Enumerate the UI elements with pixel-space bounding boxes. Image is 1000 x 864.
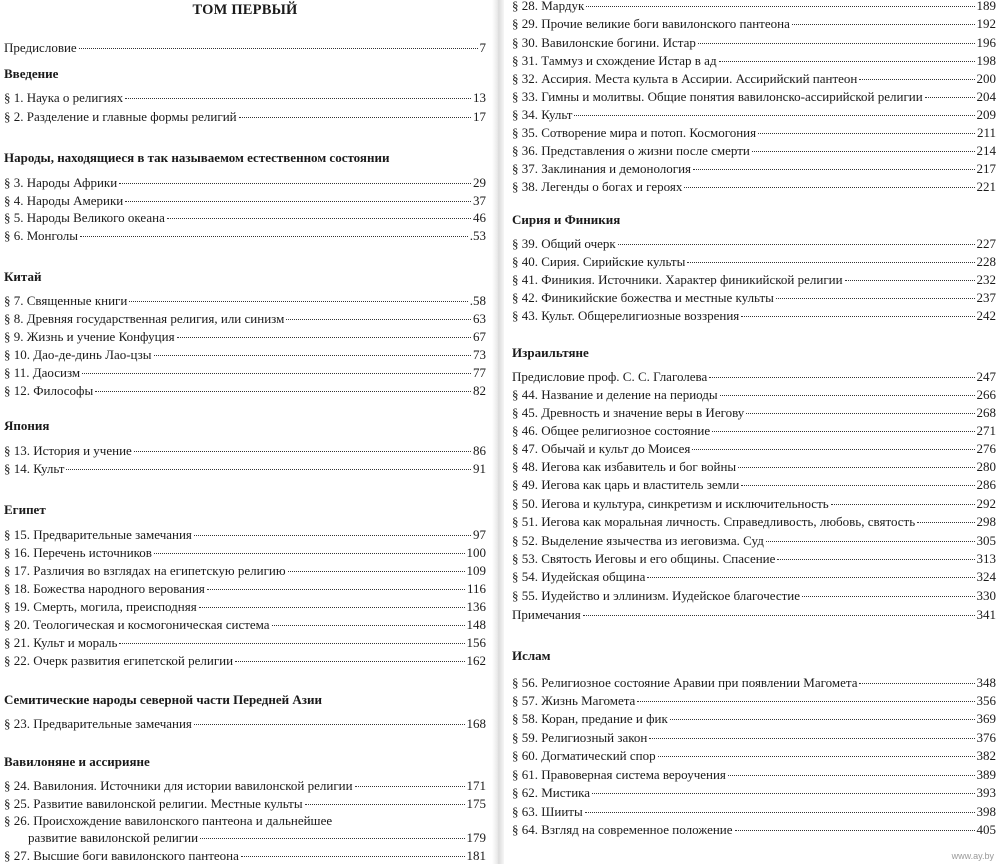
entry-title: § 36. Представления о жизни после смерти	[512, 143, 750, 158]
entry-title: § 52. Выделение язычества из иеговизма. Суд	[512, 533, 764, 548]
page-number: 189	[976, 0, 996, 13]
entry-title: § 38. Легенды о богах и героях	[512, 179, 683, 194]
toc-entry	[512, 179, 996, 195]
section-heading: Ислам	[512, 648, 551, 663]
page-number: 181	[466, 848, 486, 863]
page-number: 398	[976, 804, 996, 819]
dot-leader	[119, 183, 471, 184]
dot-leader	[637, 701, 974, 702]
page-number: 237	[976, 290, 996, 305]
dot-leader	[239, 117, 471, 118]
toc-entry	[512, 533, 996, 549]
toc-entry	[512, 423, 996, 439]
entry-title: § 6. Монголы	[4, 228, 79, 243]
dot-leader	[917, 522, 974, 523]
page-number: 369	[976, 711, 996, 726]
toc-entry	[4, 653, 486, 669]
dot-leader	[684, 187, 974, 188]
page-number: 204	[976, 89, 996, 104]
toc-entry	[512, 675, 996, 691]
page-number: 228	[976, 254, 996, 269]
toc-entry	[512, 369, 996, 385]
page-number: 305	[976, 533, 996, 548]
page-number: 247	[976, 369, 996, 384]
dot-leader	[125, 201, 471, 202]
entry-title: § 5. Народы Великого океана	[4, 210, 165, 225]
dot-leader	[207, 589, 465, 590]
entry-title: § 61. Правоверная система вероучения	[512, 767, 726, 782]
page-number: 276	[976, 441, 996, 456]
page-number: 232	[976, 272, 996, 287]
dot-leader	[698, 43, 975, 44]
page-number: 91	[473, 461, 486, 476]
dot-leader	[693, 169, 974, 170]
dot-leader	[199, 607, 465, 608]
toc-entry	[512, 254, 996, 270]
page-number: 286	[976, 477, 996, 492]
page-number: 389	[976, 767, 996, 782]
entry-title: § 14. Культ	[4, 461, 65, 476]
entry-title: Предисловие	[4, 40, 77, 55]
dot-leader	[585, 812, 975, 813]
page-number: 148	[466, 617, 486, 632]
dot-leader	[831, 504, 975, 505]
entry-title: § 54. Иудейская община	[512, 569, 646, 584]
dot-leader	[766, 541, 975, 542]
dot-leader	[583, 615, 975, 616]
dot-leader	[859, 683, 974, 684]
toc-entry	[4, 90, 486, 106]
entry-title: § 43. Культ. Общерелигиозные воззрения	[512, 308, 740, 323]
entry-title: § 1. Наука о религиях	[4, 90, 124, 105]
entry-title: § 7. Священные книги	[4, 293, 128, 308]
section-heading: Семитические народы северной части Передней Азии	[4, 692, 322, 707]
toc-entry	[512, 16, 996, 32]
page-number: 341	[976, 607, 996, 622]
entry-title: § 45. Древность и значение веры в Иегову	[512, 405, 745, 420]
dot-leader	[129, 301, 467, 302]
page-number: 196	[976, 35, 996, 50]
toc-entry	[512, 767, 996, 783]
toc-entry	[512, 748, 996, 764]
toc-entry	[512, 236, 996, 252]
toc-entry	[512, 308, 996, 324]
toc-entry	[4, 461, 486, 477]
entry-title: § 53. Святость Иеговы и его общины. Спасение	[512, 551, 776, 566]
entry-title: § 17. Различия во взглядах на египетскую религию	[4, 563, 286, 578]
entry-title: § 28. Мардук	[512, 0, 585, 13]
toc-entry	[512, 405, 996, 421]
entry-title: § 11. Даосизм	[4, 365, 81, 380]
entry-title: Примечания	[512, 607, 581, 622]
dot-leader	[735, 830, 975, 831]
page-number: 46	[473, 210, 486, 225]
toc-entry	[512, 441, 996, 457]
page-number: 268	[976, 405, 996, 420]
page-number: 313	[976, 551, 996, 566]
entry-title: § 24. Вавилония. Источники для истории вавилонской религии	[4, 778, 353, 793]
toc-entry	[512, 785, 996, 801]
entry-title: § 44. Название и деление на периоды	[512, 387, 718, 402]
dot-leader	[288, 571, 465, 572]
entry-title: § 15. Предварительные замечания	[4, 527, 192, 542]
toc-entry	[512, 477, 996, 493]
entry-title: развитие вавилонской религии	[28, 830, 199, 845]
entry-title: Предисловие проф. С. С. Глаголева	[512, 369, 708, 384]
entry-title: § 9. Жизнь и учение Конфуция	[4, 329, 175, 344]
entry-title: § 48. Иегова как избавитель и бог войны	[512, 459, 737, 474]
toc-entry	[512, 107, 996, 123]
section-heading: Япония	[4, 418, 50, 433]
entry-title: § 60. Догматический спор	[512, 748, 656, 763]
entry-title: § 46. Общее религиозное состояние	[512, 423, 711, 438]
entry-title: § 4. Народы Америки	[4, 193, 124, 208]
dot-leader	[66, 469, 471, 470]
page-number: 393	[976, 785, 996, 800]
entry-title: § 42. Финикийские божества и местные культы	[512, 290, 774, 305]
entry-title: § 31. Таммуз и схождение Истар в ад	[512, 53, 717, 68]
toc-entry	[4, 848, 486, 864]
page-number: 109	[466, 563, 486, 578]
toc-entry	[4, 716, 486, 732]
page-number: 200	[976, 71, 996, 86]
page-number: 162	[466, 653, 486, 668]
page-number: 292	[976, 496, 996, 511]
dot-leader	[719, 61, 975, 62]
entry-title: § 23. Предварительные замечания	[4, 716, 192, 731]
toc-entry	[4, 228, 486, 244]
toc-entry	[512, 804, 996, 820]
dot-leader	[777, 559, 974, 560]
dot-leader	[125, 98, 471, 99]
toc-entry	[512, 35, 996, 51]
page-number: 356	[976, 693, 996, 708]
page-number: 17	[473, 109, 486, 124]
dot-leader	[235, 661, 464, 662]
toc-entry	[512, 387, 996, 403]
dot-leader	[728, 775, 975, 776]
page-number: 82	[473, 383, 486, 398]
volume-title: ТОМ ПЕРВЫЙ	[192, 2, 298, 18]
dot-leader	[709, 377, 974, 378]
section-heading: Сирия и Финикия	[512, 212, 621, 227]
dot-leader	[792, 24, 975, 25]
toc-entry	[512, 607, 996, 623]
toc-entry	[4, 293, 486, 309]
page-number: 100	[466, 545, 486, 560]
entry-title: § 59. Религиозный закон	[512, 730, 648, 745]
toc-entry	[4, 311, 486, 327]
dot-leader	[746, 413, 974, 414]
page-number: 217	[976, 161, 996, 176]
page-number: .53	[469, 228, 486, 243]
toc-entry	[512, 551, 996, 567]
dot-leader	[845, 280, 975, 281]
toc-entry	[512, 0, 996, 14]
toc-entry	[4, 635, 486, 651]
page-number: 198	[976, 53, 996, 68]
page-number: 242	[976, 308, 996, 323]
dot-leader	[154, 553, 465, 554]
entry-title: § 57. Жизнь Магомета	[512, 693, 636, 708]
dot-leader	[712, 431, 974, 432]
page-number: 116	[466, 581, 486, 596]
page-number: 227	[976, 236, 996, 251]
toc-entry	[4, 796, 486, 812]
section-heading: Израильтяне	[512, 345, 589, 360]
page-number: 376	[976, 730, 996, 745]
page-number: 209	[976, 107, 996, 122]
page-number: 73	[473, 347, 486, 362]
section-heading: Египет	[4, 502, 46, 517]
toc-entry	[4, 383, 486, 399]
entry-title: § 18. Божества народного верования	[4, 581, 205, 596]
dot-leader	[618, 244, 975, 245]
dot-leader	[802, 596, 974, 597]
dot-leader	[82, 373, 471, 374]
toc-entry-line: § 26. Происхождение вавилонского пантеона и дальнейшее	[4, 813, 333, 828]
toc-entry	[4, 545, 486, 561]
entry-title: § 16. Перечень источников	[4, 545, 152, 560]
dot-leader	[80, 236, 468, 237]
dot-leader	[574, 115, 974, 116]
section-heading: Китай	[4, 269, 42, 284]
entry-title: § 62. Мистика	[512, 785, 591, 800]
toc-entry	[512, 53, 996, 69]
entry-title: § 10. Дао-де-динь Лао-цзы	[4, 347, 152, 362]
entry-title: § 3. Народы Африки	[4, 175, 118, 190]
page-number: 7	[479, 40, 486, 55]
entry-title: § 55. Иудейство и эллинизм. Иудейское благочестие	[512, 588, 801, 603]
dot-leader	[647, 577, 974, 578]
dot-leader	[776, 298, 975, 299]
toc-entry	[4, 581, 486, 597]
page-number: 175	[466, 796, 486, 811]
dot-leader	[649, 738, 974, 739]
page-number: 171	[466, 778, 486, 793]
page-number: 348	[976, 675, 996, 690]
page-number: 324	[976, 569, 996, 584]
toc-entry	[4, 347, 486, 363]
toc-entry	[4, 40, 486, 56]
entry-title: § 35. Сотворение мира и потоп. Космогония	[512, 125, 757, 140]
page-number: 382	[976, 748, 996, 763]
dot-leader	[687, 262, 974, 263]
entry-title: § 20. Теологическая и космогоническая система	[4, 617, 270, 632]
toc-entry	[4, 443, 486, 459]
entry-title: § 33. Гимны и молитвы. Общие понятия вавилонско-ассирийской религии	[512, 89, 923, 104]
page-number: 298	[976, 514, 996, 529]
entry-title: § 12. Философы	[4, 383, 94, 398]
page-number: 97	[473, 527, 486, 542]
dot-leader	[758, 133, 975, 134]
entry-title: § 8. Древняя государственная религия, или синизм	[4, 311, 285, 326]
entry-title: § 56. Религиозное состояние Аравии при появлении Магомета	[512, 675, 858, 690]
dot-leader	[241, 856, 465, 857]
dot-leader	[79, 48, 478, 49]
toc-entry	[4, 365, 486, 381]
entry-title: § 47. Обычай и культ до Моисея	[512, 441, 691, 456]
toc-entry	[4, 329, 486, 345]
toc-entry	[4, 617, 486, 633]
entry-title: § 41. Финикия. Источники. Характер финикийской религии	[512, 272, 843, 287]
dot-leader	[741, 485, 974, 486]
toc-entry	[512, 161, 996, 177]
dot-leader	[738, 467, 974, 468]
entry-title: § 64. Взгляд на современное положение	[512, 822, 733, 837]
entry-title: § 2. Разделение и главные формы религий	[4, 109, 237, 124]
toc-entry	[4, 563, 486, 579]
dot-leader	[119, 643, 464, 644]
dot-leader	[592, 793, 974, 794]
toc-entry	[4, 599, 486, 615]
entry-title: § 40. Сирия. Сирийские культы	[512, 254, 686, 269]
dot-leader	[272, 625, 465, 626]
entry-title: § 39. Общий очерк	[512, 236, 616, 251]
page-number: 280	[976, 459, 996, 474]
page-number: 330	[976, 588, 996, 603]
page-number: 192	[976, 16, 996, 31]
toc-entry	[512, 89, 996, 105]
page-number: 37	[473, 193, 486, 208]
dot-leader	[692, 449, 974, 450]
dot-leader	[586, 6, 974, 7]
entry-title: § 13. История и учение	[4, 443, 132, 458]
toc-entry	[512, 143, 996, 159]
dot-leader	[167, 218, 471, 219]
page-number: 136	[466, 599, 486, 614]
page-number: 168	[466, 716, 486, 731]
section-heading: Вавилоняне и ассирияне	[4, 754, 150, 769]
dot-leader	[200, 838, 464, 839]
toc-entry	[512, 272, 996, 288]
page-number: 13	[473, 90, 486, 105]
toc-entry	[512, 514, 996, 530]
entry-title: § 32. Ассирия. Места культа в Ассирии. Ассирийский пантеон	[512, 71, 858, 86]
toc-entry	[4, 210, 486, 226]
section-heading: Введение	[4, 66, 59, 81]
toc-entry	[512, 459, 996, 475]
toc-entry	[512, 71, 996, 87]
entry-title: § 63. Шииты	[512, 804, 583, 819]
page-number: 405	[976, 822, 996, 837]
dot-leader	[670, 719, 975, 720]
toc-entry	[512, 569, 996, 585]
watermark: www.ay.by	[951, 851, 994, 861]
page-number: 221	[976, 179, 996, 194]
page-number: 266	[976, 387, 996, 402]
page-number: 63	[473, 311, 486, 326]
dot-leader	[194, 724, 465, 725]
dot-leader	[859, 79, 974, 80]
entry-title: § 34. Культ	[512, 107, 573, 122]
toc-entry	[512, 290, 996, 306]
toc-entry	[512, 125, 996, 141]
entry-title: § 19. Смерть, могила, преисподняя	[4, 599, 197, 614]
page-number: 179	[466, 830, 486, 845]
dot-leader	[752, 151, 975, 152]
toc-entry	[512, 588, 996, 604]
page-number: 77	[473, 365, 486, 380]
toc-entry	[4, 109, 486, 125]
entry-title: § 37. Заклинания и демонология	[512, 161, 692, 176]
toc-entry	[512, 496, 996, 512]
dot-leader	[355, 786, 465, 787]
entry-title: § 58. Коран, предание и фик	[512, 711, 668, 726]
page-number: 214	[976, 143, 996, 158]
toc-entry	[512, 711, 996, 727]
toc-entry	[4, 830, 486, 846]
entry-title: § 21. Культ и мораль	[4, 635, 118, 650]
page-number: 86	[473, 443, 486, 458]
entry-title: § 30. Вавилонские богини. Истар	[512, 35, 696, 50]
toc-entry	[4, 175, 486, 191]
dot-leader	[194, 535, 471, 536]
entry-title: § 22. Очерк развития египетской религии	[4, 653, 234, 668]
page-number: 271	[976, 423, 996, 438]
toc-entry	[4, 778, 486, 794]
entry-title: § 49. Иегова как царь и властитель земли	[512, 477, 740, 492]
toc-entry	[512, 822, 996, 838]
dot-leader	[177, 337, 471, 338]
dot-leader	[720, 395, 975, 396]
toc-entry	[4, 193, 486, 209]
dot-leader	[741, 316, 974, 317]
dot-leader	[925, 97, 975, 98]
toc-entry	[512, 693, 996, 709]
dot-leader	[154, 355, 471, 356]
entry-title: § 50. Иегова и культура, синкретизм и исключительность	[512, 496, 829, 511]
dot-leader	[286, 319, 471, 320]
dot-leader	[305, 804, 465, 805]
dot-leader	[134, 451, 471, 452]
page-number: 67	[473, 329, 486, 344]
entry-title: § 29. Прочие великие боги вавилонского пантеона	[512, 16, 790, 31]
page-gutter	[492, 0, 504, 864]
entry-title: § 25. Развитие вавилонской религии. Местные культы	[4, 796, 303, 811]
entry-title: § 51. Иегова как моральная личность. Справедливость, любовь, святость	[512, 514, 916, 529]
entry-title: § 27. Высшие боги вавилонского пантеона	[4, 848, 239, 863]
page-number: 29	[473, 175, 486, 190]
page-number: 211	[976, 125, 996, 140]
section-heading: Народы, находящиеся в так называемом естественном состоянии	[4, 150, 390, 165]
toc-entry	[4, 527, 486, 543]
page-number: 156	[466, 635, 486, 650]
dot-leader	[95, 391, 471, 392]
page-number: .58	[469, 293, 486, 308]
toc-entry	[512, 730, 996, 746]
dot-leader	[658, 756, 975, 757]
